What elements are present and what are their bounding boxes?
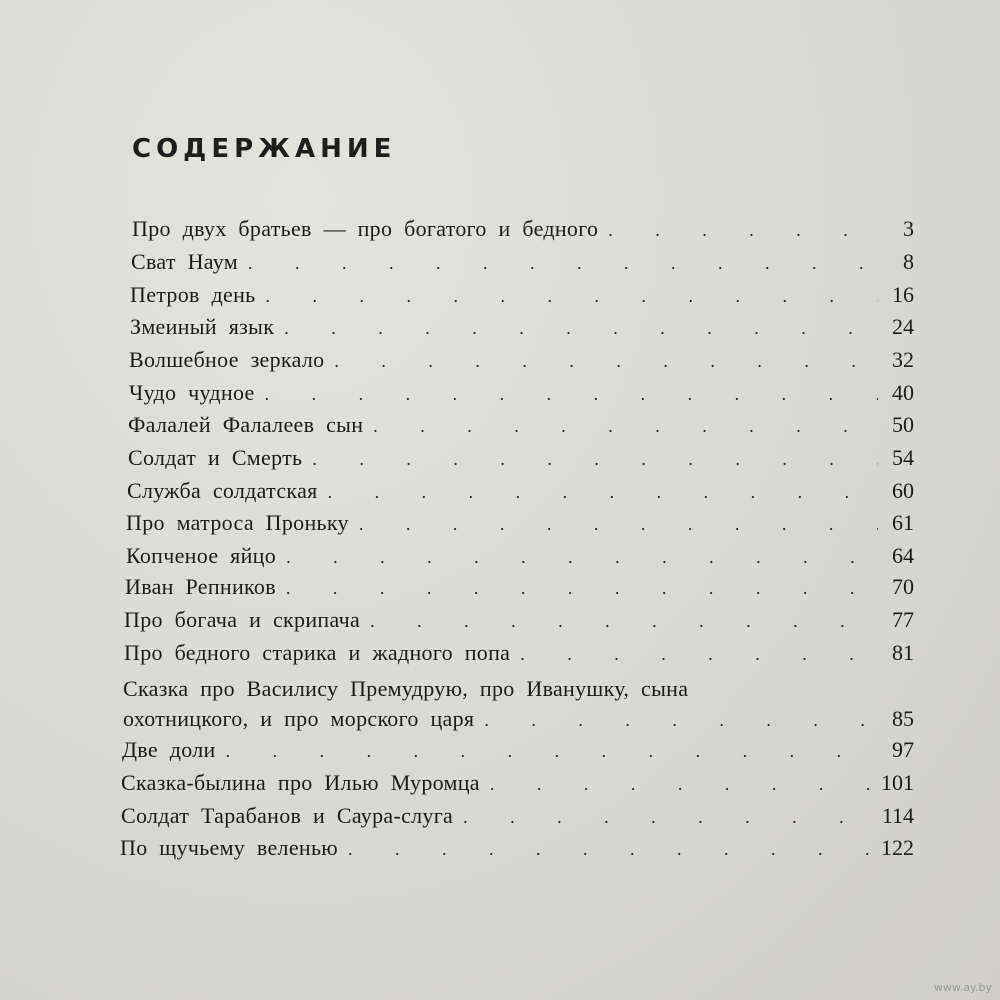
toc-entry-title: охотницкого, и про морского царя	[123, 706, 475, 731]
toc-entry-page: 101	[881, 770, 914, 795]
toc-entry	[126, 543, 914, 573]
dot-leader	[265, 384, 878, 405]
dot-leader	[328, 482, 878, 503]
toc-entry	[120, 835, 914, 865]
toc-entry-page: 54	[892, 445, 914, 470]
toc-entry-title: Копченое яйцо	[126, 543, 277, 568]
page-title: СОДЕРЖАНИЕ	[132, 134, 397, 164]
dot-leader	[284, 318, 878, 339]
toc-entry-title: Змеиный язык	[130, 314, 275, 339]
toc-entry	[122, 737, 914, 767]
toc-entry-title: Фалалей Фалалеев сын	[128, 412, 364, 437]
toc-entry	[124, 640, 914, 670]
toc-entry-title: Иван Репников	[125, 574, 276, 599]
toc-entry	[130, 282, 914, 312]
toc-entry-title: Петров день	[130, 282, 256, 307]
toc-entry-page: 40	[892, 380, 914, 405]
dot-leader	[286, 547, 878, 568]
dot-leader	[266, 286, 879, 307]
toc-entry-page: 122	[881, 835, 914, 860]
toc-entry	[132, 216, 914, 246]
watermark: www.ay.by	[933, 981, 992, 994]
dot-leader	[286, 578, 878, 599]
toc-entry	[130, 314, 914, 344]
toc-entry	[121, 770, 914, 800]
toc-entry-title: Про бедного старика и жадного попа	[124, 640, 511, 665]
toc-entry	[128, 412, 914, 442]
dot-leader	[370, 611, 878, 632]
toc-entry-title-line1: Сказка про Василису Премудрую, про Иванушку, сына	[123, 676, 689, 701]
toc-entry-title: Солдат Тарабанов и Саура-слуга	[121, 803, 454, 828]
toc-entry-title: Волшебное зеркало	[129, 347, 325, 372]
toc-entry	[125, 574, 914, 604]
dot-leader	[463, 807, 876, 828]
dot-leader	[520, 644, 878, 665]
toc-entry-title: Солдат и Смерть	[128, 445, 303, 470]
toc-entry-page: 60	[892, 478, 914, 503]
toc-entry-page: 61	[892, 510, 914, 535]
toc-entry	[121, 803, 914, 833]
toc-entry-title: Про двух братьев — про богатого и бедного	[132, 216, 599, 241]
toc-entry	[124, 607, 914, 637]
dot-leader	[348, 839, 875, 860]
dot-leader	[373, 416, 878, 437]
dot-leader	[484, 710, 878, 731]
toc-entry-page: 3	[903, 216, 914, 241]
toc-entry-page: 114	[881, 803, 914, 828]
toc-entry-title: Две доли	[122, 737, 216, 762]
dot-leader	[334, 351, 878, 372]
toc-entry	[127, 478, 914, 508]
toc-entry-page: 32	[892, 347, 914, 372]
toc-entry-title: Служба солдатская	[127, 478, 318, 503]
toc-entry	[129, 347, 914, 377]
dot-leader	[608, 220, 878, 241]
toc-entry	[129, 380, 914, 410]
toc-entry-page: 70	[892, 574, 914, 599]
toc-entry-page: 85	[892, 706, 914, 731]
toc-entry	[128, 445, 914, 475]
toc-entry	[126, 510, 914, 540]
toc-entry-title: Про матроса Проньку	[126, 510, 349, 535]
toc-entry-title: Про богача и скрипача	[124, 607, 361, 632]
toc-entry-page: 50	[892, 412, 914, 437]
toc-entry-page: 16	[892, 282, 914, 307]
toc-entry-page: 8	[903, 249, 914, 274]
toc-entry	[123, 706, 914, 736]
toc-entry-title: Сказка-былина про Илью Муромца	[121, 770, 480, 795]
toc-entry-title: Чудо чудное	[129, 380, 255, 405]
dot-leader	[248, 253, 878, 274]
toc-entry	[131, 249, 914, 279]
dot-leader	[490, 774, 875, 795]
dot-leader	[312, 449, 878, 470]
dot-leader	[359, 514, 878, 535]
toc-entry-page: 77	[892, 607, 914, 632]
toc-entry-page: 24	[892, 314, 914, 339]
dot-leader	[226, 741, 878, 762]
toc-entry-page: 81	[892, 640, 914, 665]
toc-entry-title: По щучьему веленью	[120, 835, 339, 860]
toc-entry-page: 97	[892, 737, 914, 762]
toc-entry-page: 64	[892, 543, 914, 568]
toc-entry-title: Сват Наум	[131, 249, 238, 274]
